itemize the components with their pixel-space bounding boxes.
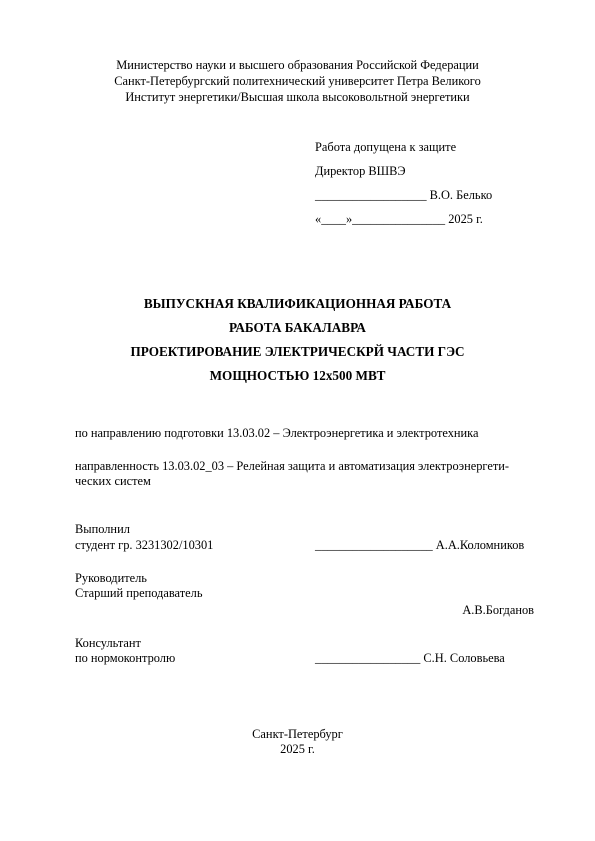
institute-line: Институт энергетики/Высшая школа высоковольтной энергетики	[125, 90, 470, 104]
consultant-label: Консультант	[75, 636, 141, 650]
supervisor-name: А.В.Богданов	[462, 603, 534, 617]
footer-city: Санкт-Петербург	[252, 727, 343, 741]
title-line-3: ПРОЕКТИРОВАНИЕ ЭЛЕКТРИЧЕСКРЙ ЧАСТИ ГЭС	[130, 344, 465, 359]
performer-signature: ___________________ А.А.Коломников	[315, 538, 525, 552]
approval-admitted: Работа допущена к защите	[315, 140, 457, 154]
ministry-line: Министерство науки и высшего образования Российской Федерации	[116, 58, 479, 72]
supervisor-position: Старший преподаватель	[75, 586, 203, 600]
consultant-signature: _________________ С.Н. Соловьева	[315, 651, 505, 665]
approval-director: Директор ВШВЭ	[315, 164, 406, 178]
direction-text: по направлению подготовки 13.03.02 – Электроэнергетика и электротехника	[75, 426, 479, 440]
supervisor-label: Руководитель	[75, 571, 147, 585]
consultant-area: по нормоконтролю	[75, 651, 176, 665]
approval-signature: __________________ В.О. Белько	[315, 188, 493, 202]
approval-date: «____»_______________ 2025 г.	[315, 212, 483, 226]
university-line: Санкт-Петербургский политехнический университет Петра Великого	[114, 74, 481, 88]
title-line-2: РАБОТА БАКАЛАВРА	[229, 320, 366, 335]
title-line-4: МОЩНОСТЬЮ 12x500 МВТ	[209, 368, 386, 383]
footer-year: 2025 г.	[280, 742, 315, 756]
title-line-1: ВЫПУСКНАЯ КВАЛИФИКАЦИОННАЯ РАБОТА	[143, 296, 452, 311]
profile-line-2: ческих систем	[75, 474, 151, 488]
performer-group: студент гр. 3231302/10301	[75, 538, 214, 552]
profile-line-1: направленность 13.03.02_03 – Релейная защита и автоматизация электроэнергети-	[75, 459, 510, 473]
performer-label: Выполнил	[75, 522, 130, 536]
